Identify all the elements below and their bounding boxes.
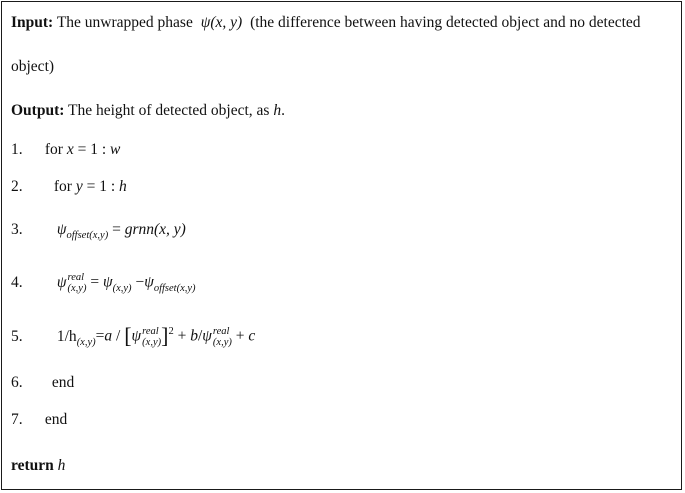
keyword-for: for [44, 141, 63, 158]
psi-symbol: ψ [131, 327, 142, 345]
division-slash: / [197, 327, 203, 345]
step-number: 4. [11, 273, 23, 291]
output-var: h [273, 102, 282, 119]
plus-sign: + [235, 327, 245, 345]
output-end: . [281, 102, 285, 119]
input-line [11, 15, 641, 31]
step-1 [11, 142, 120, 158]
height-reciprocal: 1/h [56, 327, 77, 345]
grnn-function: grnn(x, y) [124, 221, 186, 238]
input-text-pre: The unwrapped phase [56, 14, 193, 31]
return-var: h [57, 457, 66, 474]
xy-subscript: (x,y) [76, 336, 96, 348]
step-5 [11, 323, 256, 348]
power-two: 2 [168, 325, 174, 337]
step-number: 7. [11, 411, 23, 428]
keyword-for: for [53, 178, 72, 195]
algorithm-box [1, 1, 682, 490]
xy-subscript: (x,y) [67, 283, 87, 294]
step-4 [11, 272, 196, 294]
coefficient-a: a [104, 327, 113, 345]
keyword-return: return [11, 457, 54, 474]
step-number: 1. [11, 141, 23, 158]
input-label: Input: [11, 14, 54, 31]
output-label: Output: [11, 102, 65, 119]
loop-end: h [119, 178, 127, 195]
loop-range: = 1 : [77, 141, 107, 158]
equals-sign: = [95, 327, 105, 345]
real-superscript: real [212, 326, 230, 337]
left-bracket: [ [124, 323, 132, 348]
output-text: The height of detected object, as [68, 102, 270, 119]
step-6 [11, 375, 74, 391]
input-symbol: ψ [200, 14, 211, 31]
input-text-line2: object) [11, 58, 55, 75]
xy-subscript: (x,y) [112, 282, 132, 294]
xy-subscript: (x,y) [142, 337, 162, 348]
psi-symbol: ψ [102, 273, 113, 291]
psi-symbol: ψ [56, 273, 67, 291]
division-slash: / [116, 327, 121, 345]
coefficient-c: c [248, 327, 256, 345]
input-text-line1: (the difference between having detected object and no detected [250, 14, 641, 31]
step-number: 2. [11, 178, 23, 195]
real-superscript: real [67, 272, 85, 283]
plus-sign: + [177, 327, 187, 345]
psi-symbol: ψ [202, 327, 212, 345]
loop-end: w [110, 141, 121, 158]
supsub-stack [213, 326, 232, 348]
equals-sign: = [90, 273, 100, 291]
psi-symbol: ψ [56, 221, 67, 238]
supsub-stack [142, 326, 161, 348]
keyword-end: end [51, 374, 75, 391]
supsub-stack [68, 272, 87, 294]
loop-range: = 1 : [86, 178, 116, 195]
step-2 [11, 179, 127, 195]
step-number: 6. [11, 374, 23, 391]
offset-subscript: offset(x,y) [66, 230, 109, 241]
minus-sign: − [135, 273, 145, 291]
step-number: 5. [11, 327, 23, 345]
return-line [11, 458, 65, 474]
equals-sign: = [112, 221, 121, 238]
step-number: 3. [11, 221, 23, 238]
coefficient-b: b [190, 327, 198, 345]
real-superscript: real [142, 326, 159, 337]
keyword-end: end [44, 411, 68, 428]
loop-var: x [66, 141, 74, 158]
input-line-continued [11, 59, 54, 75]
offset-subscript: offset(x,y) [153, 282, 196, 294]
xy-subscript: (x,y) [212, 337, 232, 348]
psi-symbol: ψ [144, 273, 154, 291]
step-7 [11, 412, 67, 428]
right-bracket: ] [161, 323, 169, 348]
loop-var: y [75, 178, 83, 195]
step-3 [11, 221, 186, 241]
output-line [11, 103, 285, 119]
input-args: (x, y) [210, 14, 243, 31]
